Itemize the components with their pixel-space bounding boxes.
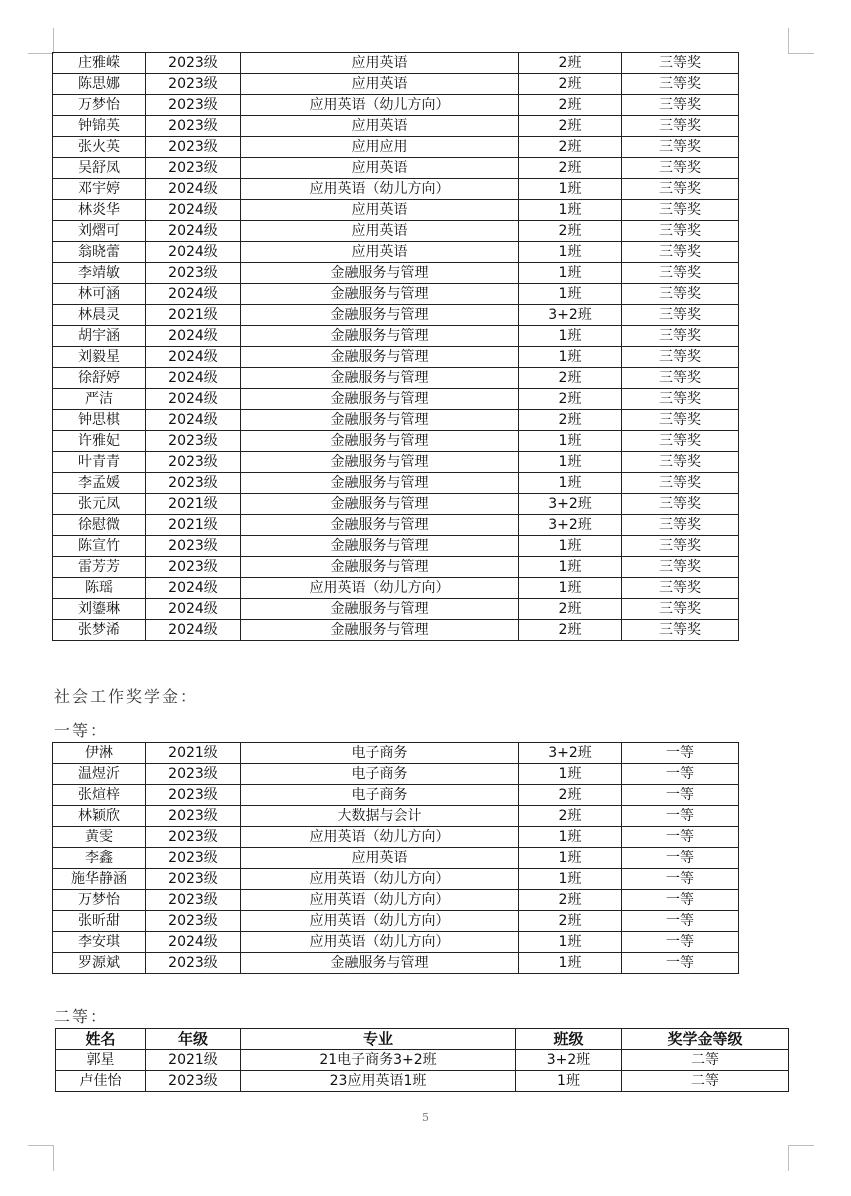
major-cell: 应用英语（幼儿方向） (241, 95, 519, 116)
grade-cell: 2021级 (146, 743, 241, 764)
table-row (53, 827, 739, 848)
first-class-table (52, 742, 739, 974)
header-scholarship-level: 奖学金等级 (622, 1029, 789, 1050)
grade-cell: 2024级 (146, 284, 241, 305)
award-cell: 三等奖 (622, 179, 739, 200)
name-cell: 张昕甜 (53, 911, 146, 932)
class-cell: 1班 (519, 326, 622, 347)
award-cell: 三等奖 (622, 305, 739, 326)
second-class-heading: 二等： (54, 1007, 109, 1026)
table-row (53, 347, 739, 368)
award-cell: 三等奖 (622, 326, 739, 347)
grade-cell: 2023级 (146, 536, 241, 557)
class-cell: 2班 (519, 137, 622, 158)
grade-cell: 2023级 (146, 953, 241, 974)
award-cell: 三等奖 (622, 536, 739, 557)
award-cell: 三等奖 (622, 431, 739, 452)
award-cell: 三等奖 (622, 158, 739, 179)
table-row (53, 953, 739, 974)
class-cell: 1班 (519, 848, 622, 869)
major-cell: 应用英语 (241, 74, 519, 95)
class-cell: 2班 (519, 221, 622, 242)
major-cell: 金融服务与管理 (241, 536, 519, 557)
award-cell: 三等奖 (622, 221, 739, 242)
table-row (53, 410, 739, 431)
award-cell: 三等奖 (622, 557, 739, 578)
major-cell: 金融服务与管理 (241, 347, 519, 368)
award-cell: 三等奖 (622, 578, 739, 599)
award-cell: 三等奖 (622, 263, 739, 284)
crop-mark-bottom-right (788, 1145, 814, 1171)
class-cell: 1班 (519, 764, 622, 785)
table-row (53, 890, 739, 911)
major-cell: 金融服务与管理 (241, 473, 519, 494)
name-cell: 陈思娜 (53, 74, 146, 95)
class-cell: 3+2班 (519, 305, 622, 326)
grade-cell: 2023级 (146, 557, 241, 578)
table-row (53, 116, 739, 137)
table-row (53, 53, 739, 74)
name-cell: 林颖欣 (53, 806, 146, 827)
name-cell: 张火英 (53, 137, 146, 158)
crop-mark-top-left (28, 28, 54, 54)
major-cell: 金融服务与管理 (241, 305, 519, 326)
class-cell: 2班 (519, 911, 622, 932)
award-cell: 一等 (622, 869, 739, 890)
table-header-row (56, 1029, 789, 1050)
grade-cell: 2023级 (146, 848, 241, 869)
table-row (53, 137, 739, 158)
award-cell: 一等 (622, 743, 739, 764)
grade-cell: 2023级 (146, 158, 241, 179)
table-row (53, 932, 739, 953)
major-cell: 金融服务与管理 (241, 284, 519, 305)
name-cell: 翁晓蕾 (53, 242, 146, 263)
table-row (53, 848, 739, 869)
major-cell: 应用英语 (241, 242, 519, 263)
name-cell: 张煊梓 (53, 785, 146, 806)
class-cell: 2班 (519, 116, 622, 137)
award-cell: 二等 (622, 1071, 789, 1092)
major-cell: 电子商务 (241, 764, 519, 785)
major-cell: 大数据与会计 (241, 806, 519, 827)
class-cell: 2班 (519, 53, 622, 74)
grade-cell: 2024级 (146, 347, 241, 368)
class-cell: 2班 (519, 620, 622, 641)
name-cell: 刘鎏琳 (53, 599, 146, 620)
grade-cell: 2024级 (146, 221, 241, 242)
major-cell: 应用英语 (241, 158, 519, 179)
table-row (53, 806, 739, 827)
award-cell: 三等奖 (622, 473, 739, 494)
award-cell: 三等奖 (622, 284, 739, 305)
grade-cell: 2023级 (146, 137, 241, 158)
header-grade: 年级 (146, 1029, 241, 1050)
major-cell: 金融服务与管理 (241, 494, 519, 515)
award-cell: 三等奖 (622, 389, 739, 410)
table-row (53, 743, 739, 764)
table-row (56, 1050, 789, 1071)
class-cell: 2班 (519, 785, 622, 806)
table-row (53, 764, 739, 785)
class-cell: 2班 (519, 389, 622, 410)
award-cell: 三等奖 (622, 242, 739, 263)
table-row (53, 785, 739, 806)
name-cell: 陈瑶 (53, 578, 146, 599)
major-cell: 电子商务 (241, 785, 519, 806)
award-cell: 三等奖 (622, 347, 739, 368)
class-cell: 2班 (519, 806, 622, 827)
grade-cell: 2023级 (146, 869, 241, 890)
grade-cell: 2023级 (146, 911, 241, 932)
major-cell: 应用英语（幼儿方向） (241, 890, 519, 911)
grade-cell: 2023级 (146, 785, 241, 806)
award-cell: 一等 (622, 911, 739, 932)
major-cell: 金融服务与管理 (241, 557, 519, 578)
table-row (53, 158, 739, 179)
major-cell: 金融服务与管理 (241, 953, 519, 974)
grade-cell: 2021级 (146, 515, 241, 536)
table-row (53, 284, 739, 305)
major-cell: 应用英语（幼儿方向） (241, 827, 519, 848)
name-cell: 温煜沂 (53, 764, 146, 785)
name-cell: 庄雅嵘 (53, 53, 146, 74)
award-cell: 三等奖 (622, 200, 739, 221)
major-cell: 金融服务与管理 (241, 599, 519, 620)
name-cell: 胡宇涵 (53, 326, 146, 347)
award-cell: 三等奖 (622, 515, 739, 536)
major-cell: 电子商务 (241, 743, 519, 764)
class-cell: 3+2班 (519, 494, 622, 515)
name-cell: 李安琪 (53, 932, 146, 953)
class-cell: 1班 (519, 953, 622, 974)
grade-cell: 2023级 (146, 806, 241, 827)
name-cell: 雷芳芳 (53, 557, 146, 578)
table-row (53, 620, 739, 641)
grade-cell: 2024级 (146, 932, 241, 953)
major-cell: 应用应用 (241, 137, 519, 158)
class-cell: 1班 (519, 869, 622, 890)
award-cell: 三等奖 (622, 620, 739, 641)
grade-cell: 2023级 (146, 890, 241, 911)
class-cell: 1班 (519, 242, 622, 263)
award-cell: 三等奖 (622, 137, 739, 158)
award-cell: 三等奖 (622, 452, 739, 473)
third-prize-table (52, 52, 739, 641)
major-cell: 应用英语（幼儿方向） (241, 179, 519, 200)
class-cell: 3+2班 (519, 515, 622, 536)
class-cell: 3+2班 (519, 743, 622, 764)
grade-cell: 2024级 (146, 599, 241, 620)
award-cell: 三等奖 (622, 368, 739, 389)
grade-cell: 2023级 (146, 473, 241, 494)
grade-cell: 2024级 (146, 389, 241, 410)
table-row (53, 452, 739, 473)
major-cell: 金融服务与管理 (241, 452, 519, 473)
name-cell: 李孟媛 (53, 473, 146, 494)
header-major: 专业 (241, 1029, 516, 1050)
award-cell: 一等 (622, 953, 739, 974)
award-cell: 一等 (622, 890, 739, 911)
major-cell: 应用英语（幼儿方向） (241, 578, 519, 599)
class-cell: 1班 (519, 200, 622, 221)
grade-cell: 2024级 (146, 410, 241, 431)
major-cell: 21电子商务3+2班 (241, 1050, 516, 1071)
award-cell: 三等奖 (622, 494, 739, 515)
major-cell: 应用英语（幼儿方向） (241, 932, 519, 953)
table-row (53, 74, 739, 95)
award-cell: 三等奖 (622, 116, 739, 137)
major-cell: 应用英语 (241, 848, 519, 869)
major-cell: 金融服务与管理 (241, 515, 519, 536)
name-cell: 万梦怡 (53, 95, 146, 116)
name-cell: 钟锦英 (53, 116, 146, 137)
name-cell: 李靖敏 (53, 263, 146, 284)
table-row (53, 368, 739, 389)
table-row (53, 473, 739, 494)
table-row (53, 326, 739, 347)
social-work-scholarship-heading: 社会工作奖学金： (54, 687, 199, 706)
award-cell: 一等 (622, 806, 739, 827)
grade-cell: 2023级 (146, 764, 241, 785)
class-cell: 1班 (519, 179, 622, 200)
major-cell: 应用英语 (241, 53, 519, 74)
name-cell: 许雅妃 (53, 431, 146, 452)
grade-cell: 2024级 (146, 368, 241, 389)
table-row (53, 599, 739, 620)
major-cell: 应用英语 (241, 200, 519, 221)
header-class: 班级 (516, 1029, 622, 1050)
class-cell: 2班 (519, 74, 622, 95)
class-cell: 1班 (519, 431, 622, 452)
name-cell: 林可涵 (53, 284, 146, 305)
award-cell: 三等奖 (622, 53, 739, 74)
class-cell: 1班 (519, 827, 622, 848)
table-row (53, 263, 739, 284)
name-cell: 刘熠可 (53, 221, 146, 242)
name-cell: 邓宇婷 (53, 179, 146, 200)
award-cell: 二等 (622, 1050, 789, 1071)
grade-cell: 2023级 (146, 116, 241, 137)
grade-cell: 2024级 (146, 620, 241, 641)
table-row (53, 95, 739, 116)
name-cell: 罗源斌 (53, 953, 146, 974)
second-class-table (55, 1028, 789, 1092)
major-cell: 应用英语 (241, 116, 519, 137)
table-row (53, 494, 739, 515)
grade-cell: 2023级 (146, 452, 241, 473)
major-cell: 金融服务与管理 (241, 620, 519, 641)
name-cell: 刘毅星 (53, 347, 146, 368)
table-row (56, 1071, 789, 1092)
name-cell: 林晨灵 (53, 305, 146, 326)
grade-cell: 2024级 (146, 200, 241, 221)
crop-mark-top-right (788, 28, 814, 54)
grade-cell: 2023级 (146, 74, 241, 95)
name-cell: 万梦怡 (53, 890, 146, 911)
major-cell: 金融服务与管理 (241, 410, 519, 431)
class-cell: 1班 (519, 557, 622, 578)
table-row (53, 431, 739, 452)
class-cell: 1班 (519, 263, 622, 284)
class-cell: 2班 (519, 599, 622, 620)
award-cell: 三等奖 (622, 95, 739, 116)
class-cell: 1班 (519, 284, 622, 305)
award-cell: 三等奖 (622, 410, 739, 431)
class-cell: 1班 (519, 452, 622, 473)
award-cell: 三等奖 (622, 599, 739, 620)
class-cell: 2班 (519, 95, 622, 116)
table-row (53, 911, 739, 932)
class-cell: 1班 (516, 1071, 622, 1092)
table-row (53, 179, 739, 200)
name-cell: 郭星 (56, 1050, 146, 1071)
grade-cell: 2023级 (146, 827, 241, 848)
award-cell: 一等 (622, 932, 739, 953)
table-row (53, 221, 739, 242)
class-cell: 3+2班 (516, 1050, 622, 1071)
major-cell: 金融服务与管理 (241, 368, 519, 389)
first-class-heading: 一等： (54, 721, 109, 740)
class-cell: 1班 (519, 473, 622, 494)
table-row (53, 200, 739, 221)
name-cell: 张梦浠 (53, 620, 146, 641)
major-cell: 23应用英语1班 (241, 1071, 516, 1092)
grade-cell: 2021级 (146, 1050, 241, 1071)
grade-cell: 2023级 (146, 95, 241, 116)
class-cell: 2班 (519, 410, 622, 431)
name-cell: 黄雯 (53, 827, 146, 848)
name-cell: 林炎华 (53, 200, 146, 221)
grade-cell: 2024级 (146, 326, 241, 347)
grade-cell: 2024级 (146, 242, 241, 263)
table-row (53, 869, 739, 890)
name-cell: 卢佳怡 (56, 1071, 146, 1092)
name-cell: 张元凤 (53, 494, 146, 515)
class-cell: 1班 (519, 536, 622, 557)
grade-cell: 2021级 (146, 494, 241, 515)
name-cell: 李鑫 (53, 848, 146, 869)
name-cell: 伊淋 (53, 743, 146, 764)
header-name: 姓名 (56, 1029, 146, 1050)
table-row (53, 578, 739, 599)
major-cell: 应用英语（幼儿方向） (241, 911, 519, 932)
major-cell: 金融服务与管理 (241, 431, 519, 452)
crop-mark-bottom-left (28, 1145, 54, 1171)
name-cell: 叶青青 (53, 452, 146, 473)
major-cell: 金融服务与管理 (241, 389, 519, 410)
award-cell: 一等 (622, 764, 739, 785)
grade-cell: 2024级 (146, 179, 241, 200)
major-cell: 金融服务与管理 (241, 326, 519, 347)
class-cell: 2班 (519, 890, 622, 911)
class-cell: 1班 (519, 932, 622, 953)
table-row (53, 389, 739, 410)
table-row (53, 242, 739, 263)
class-cell: 1班 (519, 347, 622, 368)
major-cell: 应用英语（幼儿方向） (241, 869, 519, 890)
grade-cell: 2023级 (146, 53, 241, 74)
major-cell: 金融服务与管理 (241, 263, 519, 284)
class-cell: 1班 (519, 578, 622, 599)
award-cell: 一等 (622, 785, 739, 806)
name-cell: 施华静涵 (53, 869, 146, 890)
award-cell: 三等奖 (622, 74, 739, 95)
name-cell: 钟思棋 (53, 410, 146, 431)
grade-cell: 2021级 (146, 305, 241, 326)
major-cell: 应用英语 (241, 221, 519, 242)
name-cell: 徐舒婷 (53, 368, 146, 389)
class-cell: 2班 (519, 368, 622, 389)
table-row (53, 557, 739, 578)
grade-cell: 2023级 (146, 263, 241, 284)
table-row (53, 536, 739, 557)
name-cell: 严洁 (53, 389, 146, 410)
name-cell: 吴舒凤 (53, 158, 146, 179)
class-cell: 2班 (519, 158, 622, 179)
name-cell: 徐慰微 (53, 515, 146, 536)
table-row (53, 305, 739, 326)
name-cell: 陈宣竹 (53, 536, 146, 557)
award-cell: 一等 (622, 848, 739, 869)
table-row (53, 515, 739, 536)
grade-cell: 2023级 (146, 1071, 241, 1092)
award-cell: 一等 (622, 827, 739, 848)
page-number: 5 (422, 1111, 429, 1124)
grade-cell: 2023级 (146, 431, 241, 452)
grade-cell: 2024级 (146, 578, 241, 599)
